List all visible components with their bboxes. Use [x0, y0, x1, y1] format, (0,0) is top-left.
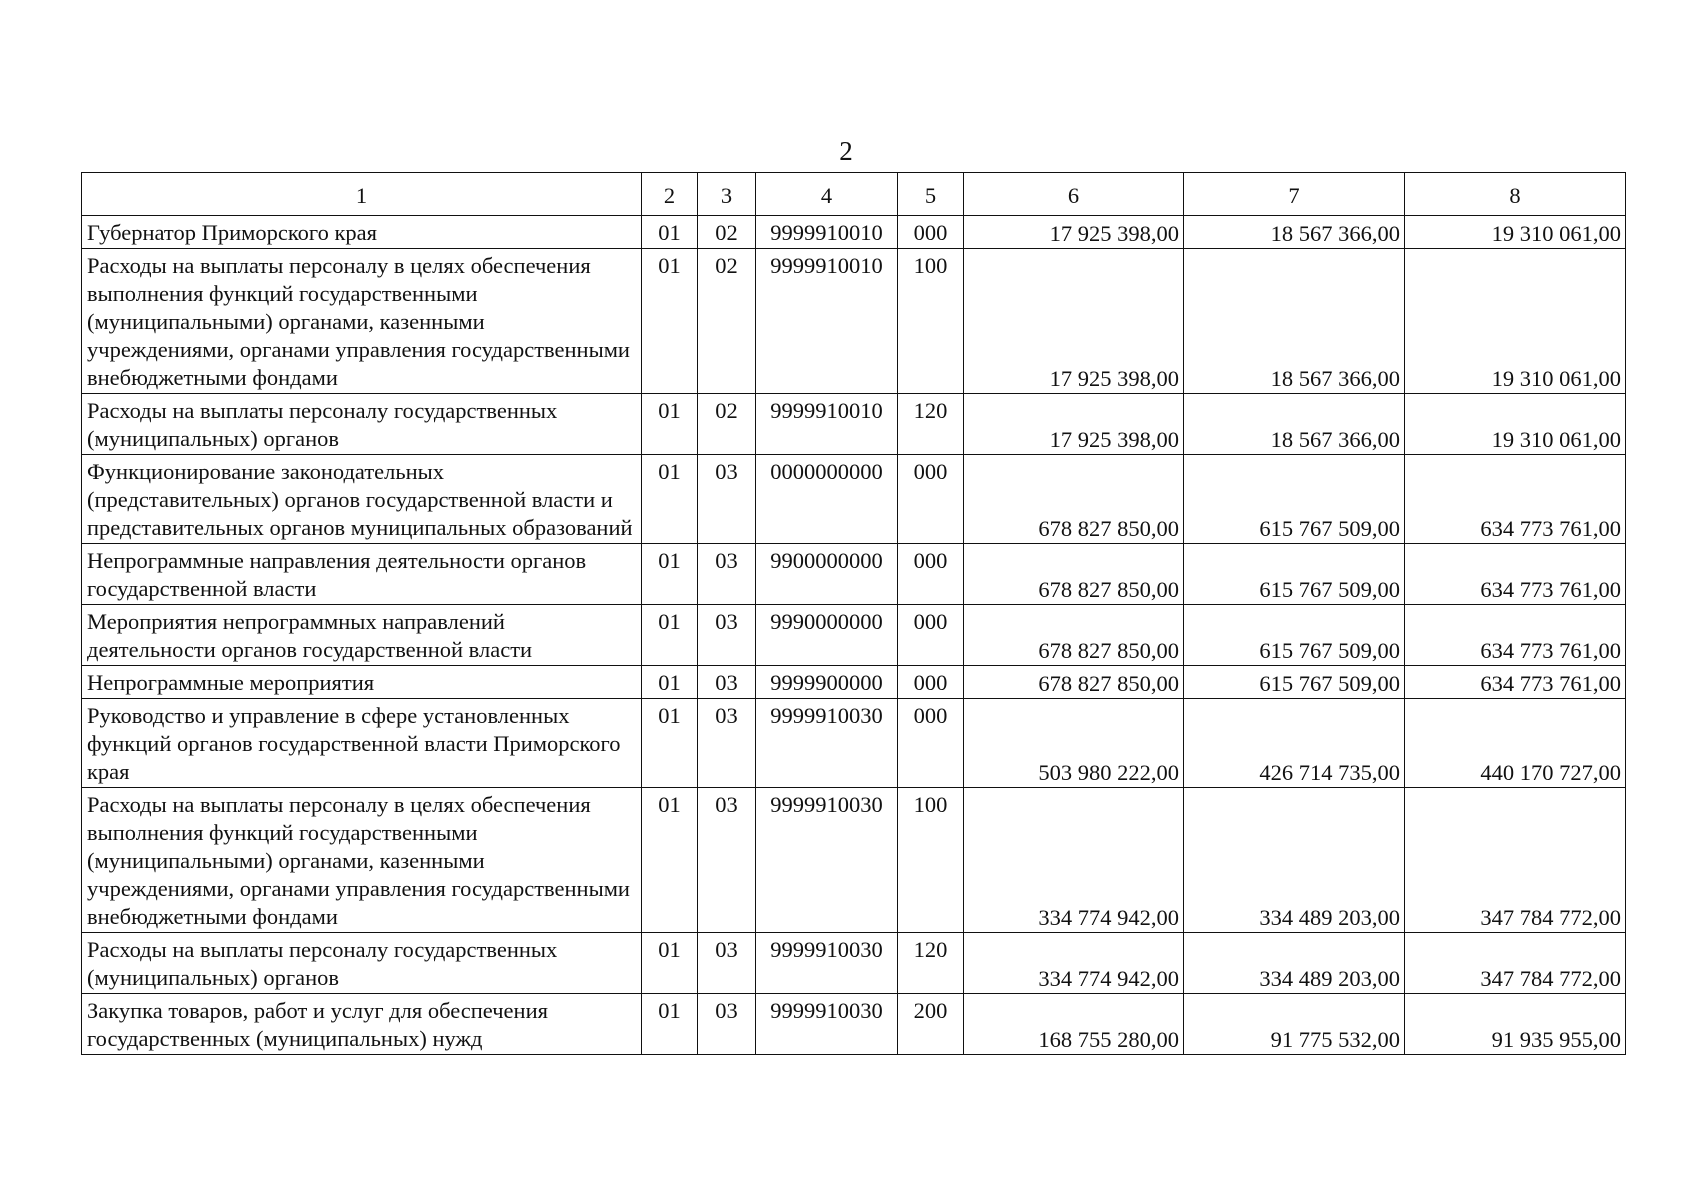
cell-section-code: 01: [642, 455, 698, 544]
cell-section-code: 01: [642, 394, 698, 455]
cell-amount-col6: 168 755 280,00: [964, 994, 1184, 1055]
cell-expense-name: Расходы на выплаты персоналу государственных (муниципальных) органов: [82, 394, 642, 455]
cell-amount-col8: 347 784 772,00: [1405, 933, 1626, 994]
cell-target-article-code: 9900000000: [756, 544, 898, 605]
cell-amount-col8: 91 935 955,00: [1405, 994, 1626, 1055]
table-row: [82, 249, 1626, 394]
table-row: [82, 455, 1626, 544]
cell-amount-col7: 615 767 509,00: [1184, 605, 1405, 666]
table-body: [82, 216, 1626, 1055]
cell-subsection-code: 03: [698, 544, 756, 605]
cell-amount-col7: 334 489 203,00: [1184, 788, 1405, 933]
cell-section-code: 01: [642, 933, 698, 994]
cell-amount-col6: 678 827 850,00: [964, 544, 1184, 605]
cell-amount-col8: 634 773 761,00: [1405, 544, 1626, 605]
cell-amount-col8: 634 773 761,00: [1405, 455, 1626, 544]
budget-table: [81, 172, 1626, 1055]
cell-target-article-code: 9999910010: [756, 249, 898, 394]
cell-amount-col6: 17 925 398,00: [964, 216, 1184, 249]
cell-expense-type-code: 100: [898, 788, 964, 933]
cell-expense-name: Расходы на выплаты персоналу в целях обеспечения выполнения функций государственными (муниципальными) органами, казенными учреждениями, органами управления государственными внебюджетными фондами: [82, 249, 642, 394]
column-header-1: 1: [82, 173, 642, 216]
cell-expense-type-code: 100: [898, 249, 964, 394]
cell-expense-type-code: 120: [898, 933, 964, 994]
cell-amount-col8: 634 773 761,00: [1405, 666, 1626, 699]
cell-amount-col7: 334 489 203,00: [1184, 933, 1405, 994]
table-row: [82, 216, 1626, 249]
page-number: 2: [839, 136, 853, 166]
cell-target-article-code: 9999910010: [756, 216, 898, 249]
cell-section-code: 01: [642, 216, 698, 249]
cell-amount-col7: 615 767 509,00: [1184, 666, 1405, 699]
cell-amount-col7: 91 775 532,00: [1184, 994, 1405, 1055]
table-row: [82, 788, 1626, 933]
cell-section-code: 01: [642, 994, 698, 1055]
cell-amount-col6: 678 827 850,00: [964, 666, 1184, 699]
cell-expense-name: Руководство и управление в сфере установленных функций органов государственной власти Приморского края: [82, 699, 642, 788]
cell-target-article-code: 9999910030: [756, 994, 898, 1055]
cell-target-article-code: 9999910030: [756, 933, 898, 994]
cell-subsection-code: 03: [698, 788, 756, 933]
column-header-5: 5: [898, 173, 964, 216]
table-row: [82, 699, 1626, 788]
column-header-2: 2: [642, 173, 698, 216]
cell-amount-col8: 19 310 061,00: [1405, 216, 1626, 249]
cell-target-article-code: 9999910010: [756, 394, 898, 455]
cell-expense-name: Закупка товаров, работ и услуг для обеспечения государственных (муниципальных) нужд: [82, 994, 642, 1055]
table-row: [82, 394, 1626, 455]
cell-section-code: 01: [642, 544, 698, 605]
cell-amount-col8: 19 310 061,00: [1405, 394, 1626, 455]
cell-section-code: 01: [642, 605, 698, 666]
column-header-4: 4: [756, 173, 898, 216]
cell-expense-type-code: 000: [898, 699, 964, 788]
cell-subsection-code: 02: [698, 249, 756, 394]
cell-section-code: 01: [642, 249, 698, 394]
cell-target-article-code: 9999910030: [756, 699, 898, 788]
table-row: [82, 544, 1626, 605]
table-header: [82, 173, 1626, 216]
cell-expense-type-code: 000: [898, 666, 964, 699]
cell-amount-col8: 440 170 727,00: [1405, 699, 1626, 788]
cell-amount-col7: 18 567 366,00: [1184, 394, 1405, 455]
cell-amount-col7: 18 567 366,00: [1184, 249, 1405, 394]
cell-amount-col6: 17 925 398,00: [964, 249, 1184, 394]
cell-target-article-code: 9999900000: [756, 666, 898, 699]
cell-amount-col6: 334 774 942,00: [964, 788, 1184, 933]
column-header-8: 8: [1405, 173, 1626, 216]
cell-amount-col6: 678 827 850,00: [964, 605, 1184, 666]
cell-amount-col7: 18 567 366,00: [1184, 216, 1405, 249]
table-row: [82, 933, 1626, 994]
cell-expense-type-code: 000: [898, 544, 964, 605]
cell-expense-type-code: 000: [898, 216, 964, 249]
cell-amount-col8: 634 773 761,00: [1405, 605, 1626, 666]
cell-subsection-code: 03: [698, 605, 756, 666]
cell-subsection-code: 03: [698, 994, 756, 1055]
cell-expense-name: Непрограммные мероприятия: [82, 666, 642, 699]
cell-subsection-code: 03: [698, 455, 756, 544]
cell-subsection-code: 02: [698, 394, 756, 455]
cell-section-code: 01: [642, 788, 698, 933]
cell-expense-type-code: 000: [898, 605, 964, 666]
cell-section-code: 01: [642, 699, 698, 788]
cell-expense-name: Мероприятия непрограммных направлений деятельности органов государственной власти: [82, 605, 642, 666]
column-header-7: 7: [1184, 173, 1405, 216]
cell-amount-col7: 615 767 509,00: [1184, 455, 1405, 544]
header-row: [82, 173, 1626, 216]
cell-amount-col6: 334 774 942,00: [964, 933, 1184, 994]
cell-expense-type-code: 000: [898, 455, 964, 544]
cell-target-article-code: 9990000000: [756, 605, 898, 666]
cell-amount-col8: 347 784 772,00: [1405, 788, 1626, 933]
cell-section-code: 01: [642, 666, 698, 699]
cell-amount-col6: 17 925 398,00: [964, 394, 1184, 455]
cell-subsection-code: 03: [698, 699, 756, 788]
column-header-3: 3: [698, 173, 756, 216]
cell-amount-col7: 426 714 735,00: [1184, 699, 1405, 788]
cell-subsection-code: 03: [698, 666, 756, 699]
cell-expense-type-code: 200: [898, 994, 964, 1055]
table-row: [82, 994, 1626, 1055]
cell-subsection-code: 03: [698, 933, 756, 994]
cell-target-article-code: 9999910030: [756, 788, 898, 933]
cell-amount-col6: 503 980 222,00: [964, 699, 1184, 788]
cell-expense-name: Непрограммные направления деятельности органов государственной власти: [82, 544, 642, 605]
cell-expense-name: Расходы на выплаты персоналу государственных (муниципальных) органов: [82, 933, 642, 994]
cell-expense-name: Губернатор Приморского края: [82, 216, 642, 249]
cell-amount-col8: 19 310 061,00: [1405, 249, 1626, 394]
cell-target-article-code: 0000000000: [756, 455, 898, 544]
cell-expense-name: Функционирование законодательных (представительных) органов государственной власти и представительных органов муниципальных образований: [82, 455, 642, 544]
cell-amount-col6: 678 827 850,00: [964, 455, 1184, 544]
cell-expense-name: Расходы на выплаты персоналу в целях обеспечения выполнения функций государственными (муниципальными) органами, казенными учреждениями, органами управления государственными внебюджетными фондами: [82, 788, 642, 933]
table-row: [82, 666, 1626, 699]
column-header-6: 6: [964, 173, 1184, 216]
cell-amount-col7: 615 767 509,00: [1184, 544, 1405, 605]
cell-expense-type-code: 120: [898, 394, 964, 455]
table-row: [82, 605, 1626, 666]
cell-subsection-code: 02: [698, 216, 756, 249]
